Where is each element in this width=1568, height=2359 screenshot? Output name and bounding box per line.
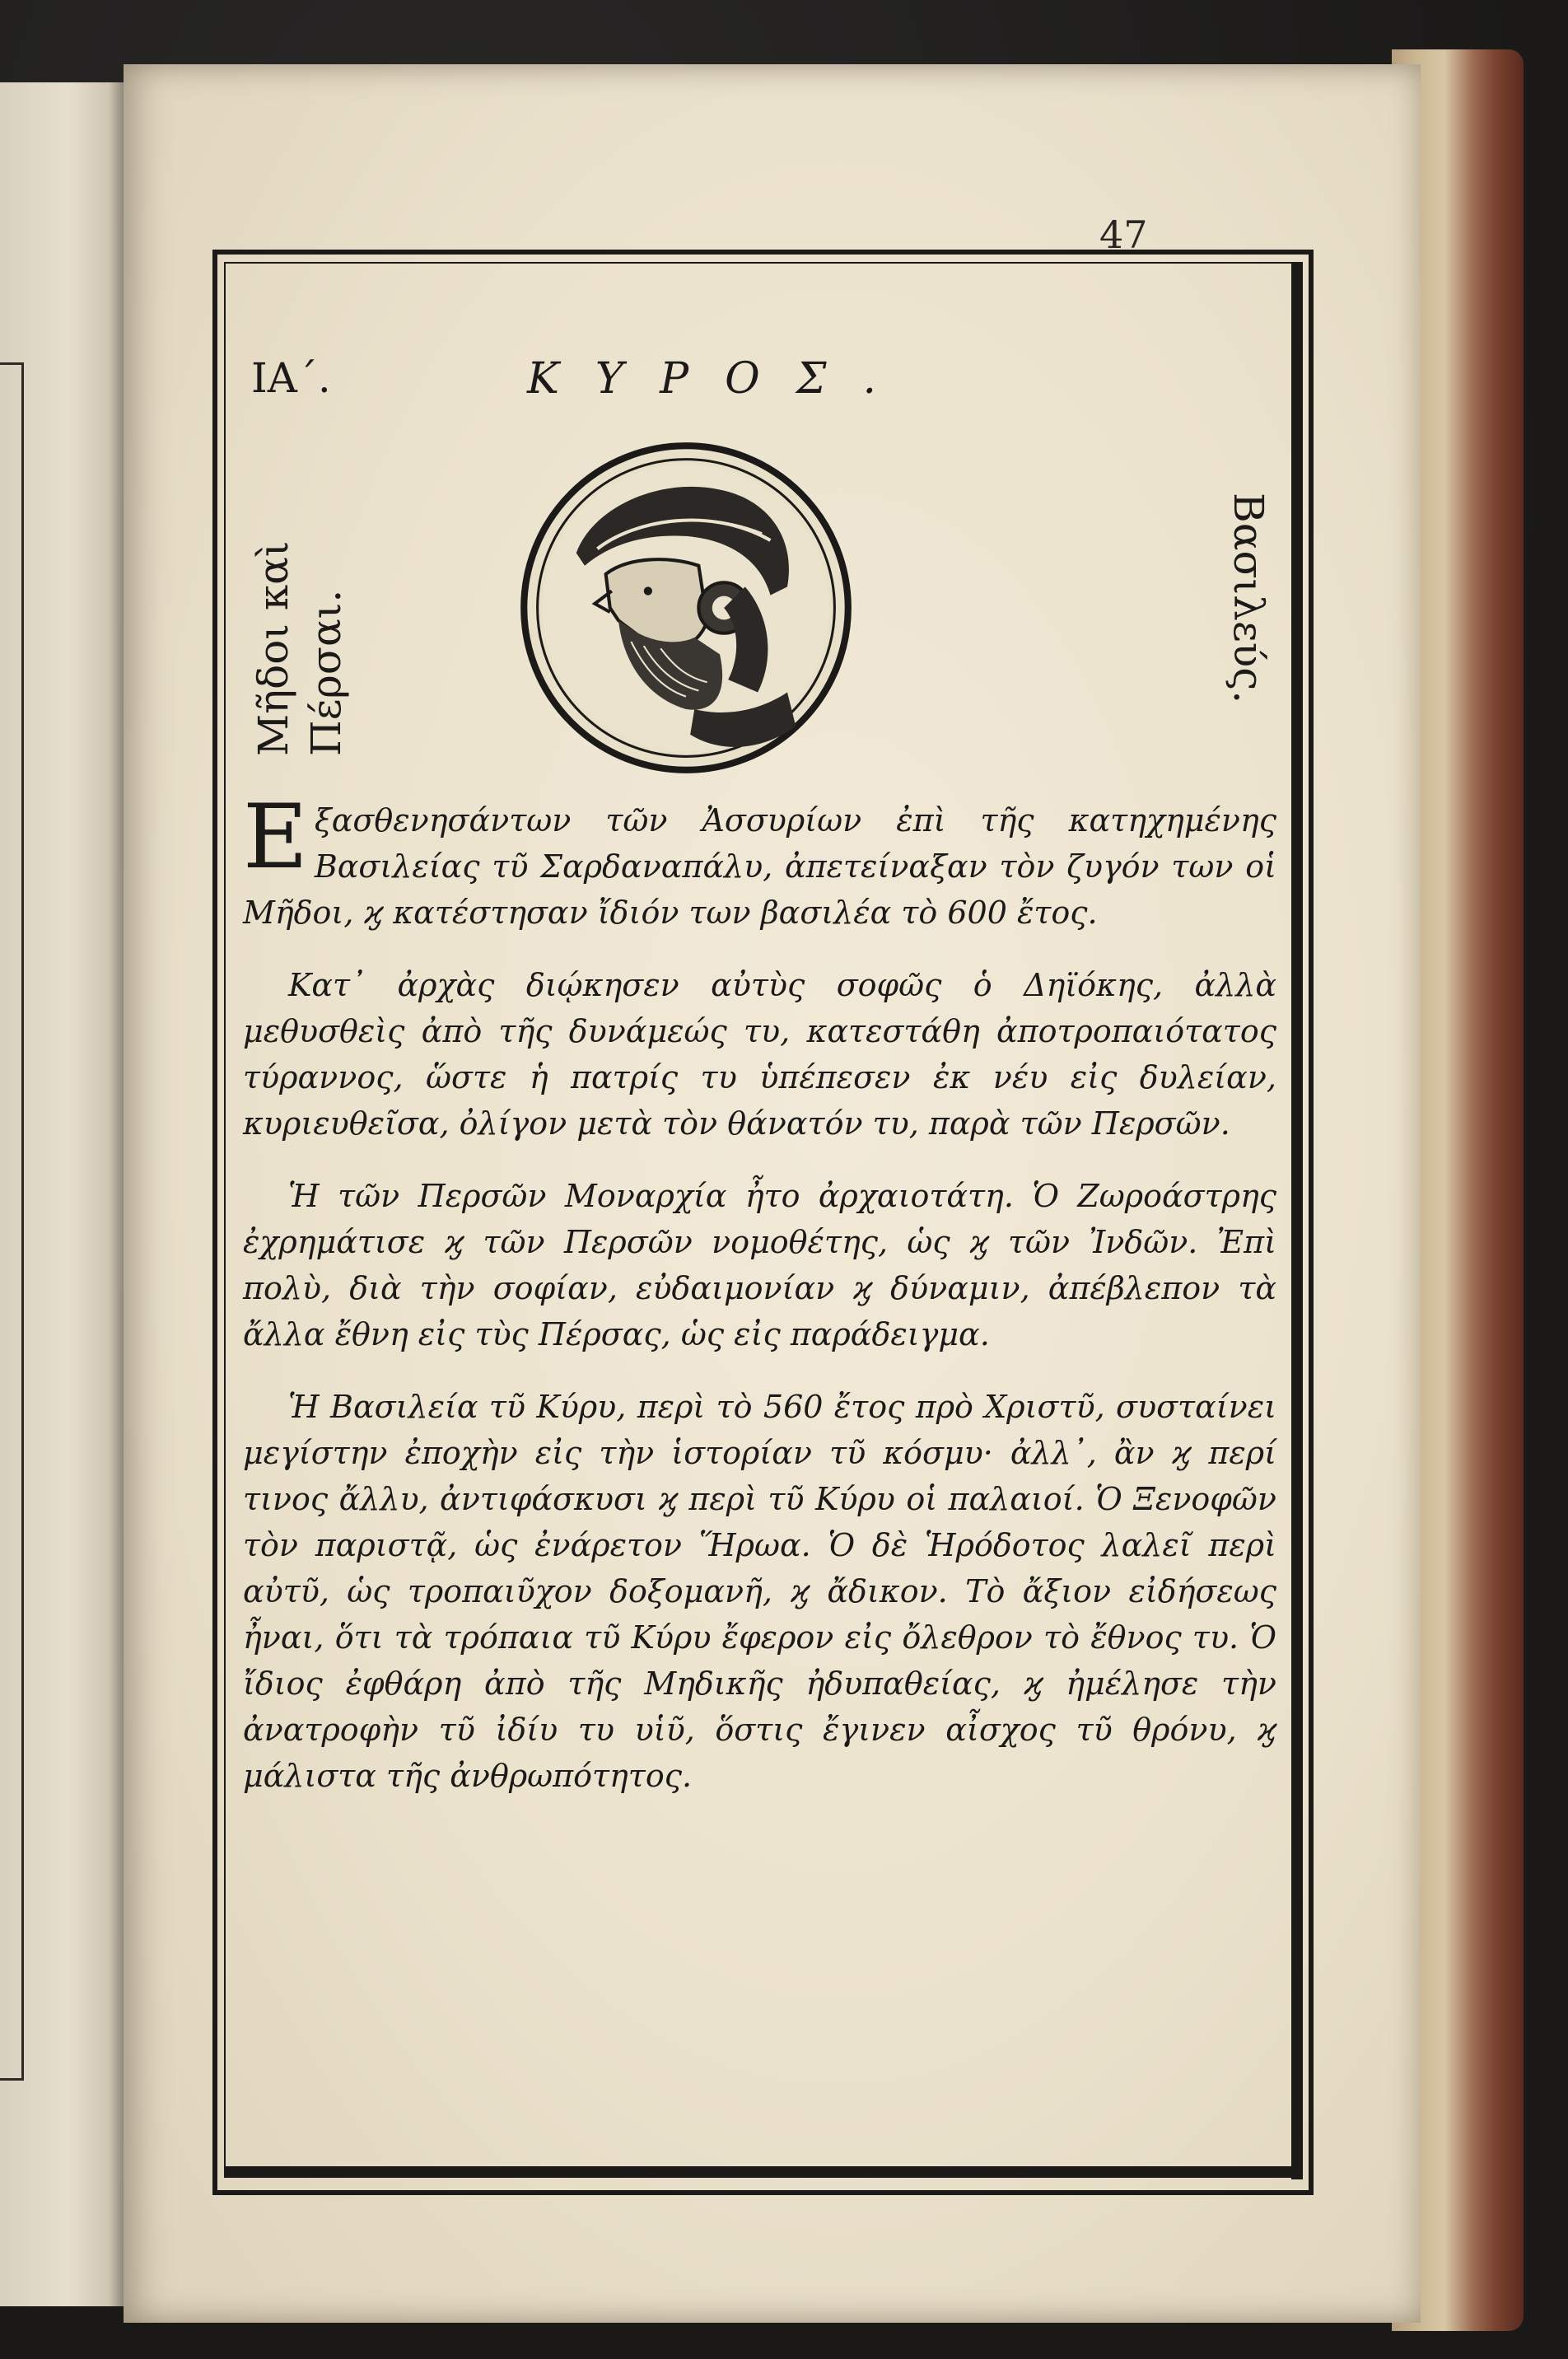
page-title: ΚΥΡΟΣ. bbox=[527, 354, 913, 404]
drop-cap: Ε bbox=[243, 786, 308, 889]
paragraph: Ἡ Βασιλεία τῦ Κύρυ, περὶ τὸ 560 ἔτος πρὸ Χριστῦ, συσταίνει μεγίστην ἐποχὴν εἰς τὴν ἱστορίαν τῦ κόσμυ· ἀλλ᾽, ἂν ϗ περί τινος ἄλλυ, ἀντιφάσκυσι ϗ περὶ τῦ Κύρυ οἱ παλαιοί. Ὁ Ξενοφῶν τὸν παριστᾷ, ὡς ἐνάρετον Ἥρωα. Ὁ δὲ Ἡρόδοτος λαλεῖ περὶ αὐτῦ, ὡς τροπαιῦχον δοξομανῆ, ϗ ἄδικον. Τὸ ἄξιον εἰδήσεως ἦναι, ὅτι τὰ τρόπαια τῦ Κύρυ ἔφερον εἰς ὄλεθρον τὸ ἔθνος τυ. Ὁ ἴδιος ἐφθάρη ἀπὸ τῆς Μηδικῆς ἠδυπαθείας, ϗ ἠμέλησε τὴν ἀνατροφὴν τῦ ἰδίυ τυ υἱῦ, ὅστις ἔγινεν αἶσχος τῦ θρόνυ, ϗ μάλιστα τῆς ἀνθρωπότητος. bbox=[243, 1389, 1276, 1794]
side-caption-right: Βασιλεύς. bbox=[1225, 493, 1272, 704]
side-caption-left bbox=[247, 541, 352, 756]
left-page-frame bbox=[0, 362, 24, 2081]
book-page bbox=[124, 64, 1421, 2323]
page-border-shadow-bottom bbox=[224, 2166, 1303, 2178]
paragraph: Ἡ τῶν Περσῶν Μοναρχία ἦτο ἀρχαιοτάτη. Ὁ Ζωροάστρης ἐχρημάτισε ϗ τῶν Περσῶν νομοθέτης, ὡς ϗ τῶν Ἰνδῶν. Ἐπὶ πολὺ, διὰ τὴν σοφίαν, εὐδαιμονίαν ϗ δύναμιν, ἀπέβλεπον τὰ ἄλλα ἔθνη εἰς τὺς Πέρσας, ὡς εἰς παράδειγμα. bbox=[243, 1178, 1276, 1352]
paragraph-text: ξασθενησάντων τῶν Ἀσσυρίων ἐπὶ τῆς κατηχημένης Βασιλείας τῦ Σαρδαναπάλυ, ἀπετείναξαν τὸν ζυγόν των οἱ Μῆδοι, ϗ κατέστησαν ἴδιόν των βασιλέα τὸ 600 ἔτος. bbox=[243, 802, 1276, 931]
side-caption-left-line: Πέρσαι. bbox=[302, 589, 350, 756]
paragraph: Κατ᾽ ἀρχὰς διῴκησεν αὐτὺς σοφῶς ὁ Δηϊόκης, ἀλλὰ μεθυσθεὶς ἀπὸ τῆς δυνάμεώς τυ, κατεστάθη ἀποτροπαιότατος τύραννος, ὥστε ἡ πατρίς τυ ὑπέπεσεν ἐκ νέυ εἰς δυλείαν, κυριευθεῖσα, ὀλίγον μετὰ τὸν θάνατόν τυ, παρὰ τῶν Περσῶν. bbox=[243, 967, 1276, 1142]
body-text bbox=[243, 786, 1276, 1825]
page-number: 47 bbox=[1099, 213, 1148, 257]
paragraph bbox=[243, 786, 1276, 936]
portrait-medallion-icon bbox=[517, 439, 855, 777]
chapter-number: ΙΑ΄. bbox=[251, 354, 331, 402]
side-caption-left-line: Μῆδοι καὶ bbox=[250, 540, 297, 756]
page-border-shadow-right bbox=[1291, 262, 1303, 2179]
left-page-edge bbox=[0, 82, 127, 2306]
